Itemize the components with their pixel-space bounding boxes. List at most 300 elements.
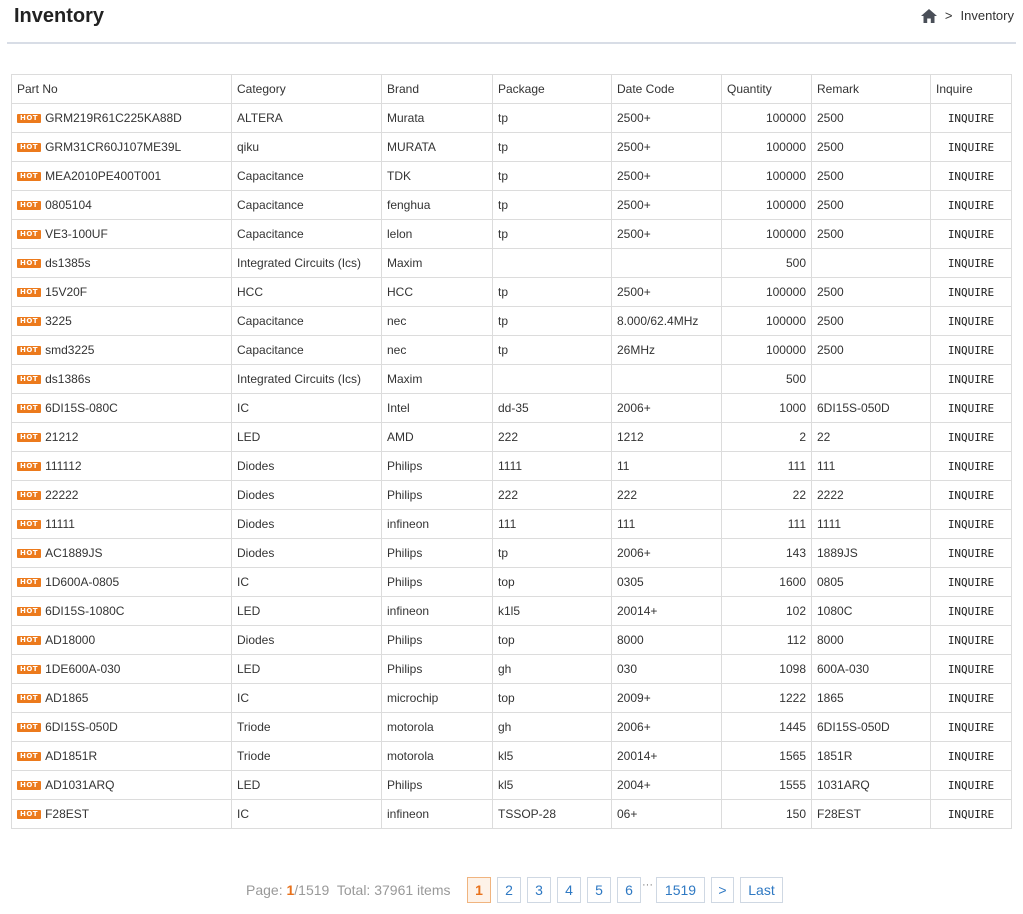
- part-number[interactable]: GRM31CR60J107ME39L: [45, 140, 182, 154]
- cell-part-no: [12, 191, 232, 220]
- cell-package: 1111: [493, 452, 612, 481]
- part-no-wrapper: [17, 343, 226, 357]
- hot-badge: HOT: [17, 230, 41, 239]
- table-row: [12, 249, 1012, 278]
- cell-part-no: [12, 481, 232, 510]
- hot-badge: HOT: [17, 810, 41, 819]
- hot-badge: HOT: [17, 723, 41, 732]
- cell-remark: 1080C: [812, 597, 931, 626]
- table-row: [12, 684, 1012, 713]
- cell-category: Capacitance: [232, 220, 382, 249]
- table-row: [12, 539, 1012, 568]
- part-no-wrapper: [17, 227, 226, 241]
- cell-part-no: [12, 133, 232, 162]
- cell-date-code: 111: [612, 510, 722, 539]
- cell-remark: 6DI15S-050D: [812, 713, 931, 742]
- cell-brand: lelon: [382, 220, 493, 249]
- hot-badge: HOT: [17, 433, 41, 442]
- part-no-wrapper: [17, 314, 226, 328]
- cell-date-code: 20014+: [612, 597, 722, 626]
- cell-brand: nec: [382, 336, 493, 365]
- cell-brand: Philips: [382, 452, 493, 481]
- cell-remark: 1889JS: [812, 539, 931, 568]
- cell-category: Capacitance: [232, 336, 382, 365]
- table-row: [12, 394, 1012, 423]
- cell-package: gh: [493, 713, 612, 742]
- column-header-category: Category: [232, 75, 382, 104]
- cell-category: Integrated Circuits (Ics): [232, 365, 382, 394]
- cell-brand: MURATA: [382, 133, 493, 162]
- table-row: [12, 278, 1012, 307]
- cell-remark: 1031ARQ: [812, 771, 931, 800]
- inquire-button[interactable]: INQUIRE: [931, 249, 1012, 278]
- cell-part-no: [12, 568, 232, 597]
- part-number[interactable]: AD1865: [45, 691, 89, 705]
- inquire-button[interactable]: INQUIRE: [931, 452, 1012, 481]
- cell-category: qiku: [232, 133, 382, 162]
- cell-quantity: 100000: [722, 307, 812, 336]
- cell-quantity: 1445: [722, 713, 812, 742]
- cell-part-no: [12, 336, 232, 365]
- part-number[interactable]: 6DI15S-080C: [45, 401, 118, 415]
- cell-package: TSSOP-28: [493, 800, 612, 829]
- cell-package: top: [493, 626, 612, 655]
- column-header-remark: Remark: [812, 75, 931, 104]
- cell-remark: 2500: [812, 278, 931, 307]
- cell-remark: 1851R: [812, 742, 931, 771]
- table-row: [12, 481, 1012, 510]
- cell-category: LED: [232, 771, 382, 800]
- cell-part-no: [12, 365, 232, 394]
- cell-category: IC: [232, 394, 382, 423]
- cell-package: [493, 365, 612, 394]
- cell-category: Capacitance: [232, 162, 382, 191]
- table-row: [12, 713, 1012, 742]
- cell-brand: Maxim: [382, 365, 493, 394]
- cell-category: LED: [232, 423, 382, 452]
- cell-date-code: 2006+: [612, 394, 722, 423]
- part-no-wrapper: [17, 256, 226, 270]
- table-row: [12, 597, 1012, 626]
- cell-package: 222: [493, 423, 612, 452]
- table-row: [12, 771, 1012, 800]
- cell-date-code: 2004+: [612, 771, 722, 800]
- hot-badge: HOT: [17, 665, 41, 674]
- cell-part-no: [12, 597, 232, 626]
- cell-package: k1l5: [493, 597, 612, 626]
- cell-category: IC: [232, 800, 382, 829]
- column-header-brand: Brand: [382, 75, 493, 104]
- cell-remark: [812, 249, 931, 278]
- inquire-button[interactable]: INQUIRE: [931, 162, 1012, 191]
- cell-quantity: 1222: [722, 684, 812, 713]
- part-no-wrapper: [17, 401, 226, 415]
- hot-badge: HOT: [17, 143, 41, 152]
- inquire-button[interactable]: INQUIRE: [931, 278, 1012, 307]
- cell-quantity: 111: [722, 452, 812, 481]
- breadcrumb: [921, 8, 1014, 23]
- cell-brand: Philips: [382, 655, 493, 684]
- part-no-wrapper: [17, 691, 226, 705]
- table-row: [12, 336, 1012, 365]
- cell-brand: Intel: [382, 394, 493, 423]
- cell-part-no: [12, 771, 232, 800]
- part-number[interactable]: ds1385s: [45, 256, 91, 270]
- pagination-info: [246, 882, 450, 898]
- cell-remark: 6DI15S-050D: [812, 394, 931, 423]
- column-header-part-no: Part No: [12, 75, 232, 104]
- cell-package: kl5: [493, 771, 612, 800]
- cell-package: tp: [493, 191, 612, 220]
- cell-date-code: 2500+: [612, 133, 722, 162]
- hot-badge: HOT: [17, 404, 41, 413]
- hot-badge: HOT: [17, 752, 41, 761]
- header-divider: [7, 42, 1016, 44]
- part-number[interactable]: 15V20F: [45, 285, 88, 299]
- cell-date-code: 26MHz: [612, 336, 722, 365]
- hot-badge: HOT: [17, 172, 41, 181]
- last-page-button[interactable]: Last: [740, 877, 783, 903]
- cell-category: IC: [232, 568, 382, 597]
- cell-remark: F28EST: [812, 800, 931, 829]
- inquire-button[interactable]: INQUIRE: [931, 597, 1012, 626]
- part-no-wrapper: [17, 169, 226, 183]
- inquire-button[interactable]: INQUIRE: [931, 336, 1012, 365]
- cell-date-code: 2500+: [612, 191, 722, 220]
- part-number[interactable]: AD1031ARQ: [45, 778, 115, 792]
- cell-brand: Philips: [382, 481, 493, 510]
- cell-part-no: [12, 278, 232, 307]
- inquire-button[interactable]: INQUIRE: [931, 655, 1012, 684]
- table-row: [12, 655, 1012, 684]
- cell-package: tp: [493, 104, 612, 133]
- part-no-wrapper: [17, 604, 226, 618]
- table-row: [12, 191, 1012, 220]
- cell-brand: Philips: [382, 539, 493, 568]
- cell-brand: fenghua: [382, 191, 493, 220]
- cell-quantity: 111: [722, 510, 812, 539]
- cell-quantity: 100000: [722, 278, 812, 307]
- cell-date-code: 0305: [612, 568, 722, 597]
- cell-date-code: 20014+: [612, 742, 722, 771]
- page-button-4[interactable]: 4: [557, 877, 581, 903]
- inquire-button[interactable]: INQUIRE: [931, 626, 1012, 655]
- part-no-wrapper: [17, 749, 226, 763]
- table-row: [12, 423, 1012, 452]
- inquire-button[interactable]: INQUIRE: [931, 481, 1012, 510]
- cell-part-no: [12, 655, 232, 684]
- cell-part-no: [12, 249, 232, 278]
- cell-date-code: [612, 249, 722, 278]
- part-number[interactable]: ds1386s: [45, 372, 91, 386]
- inventory-table: [11, 74, 1012, 829]
- table-row: [12, 365, 1012, 394]
- part-number[interactable]: 11111: [45, 517, 75, 531]
- inquire-button[interactable]: INQUIRE: [931, 568, 1012, 597]
- column-header-quantity: Quantity: [722, 75, 812, 104]
- breadcrumb-current: Inventory: [960, 8, 1014, 23]
- cell-remark: 0805: [812, 568, 931, 597]
- cell-remark: 2222: [812, 481, 931, 510]
- cell-date-code: 2500+: [612, 220, 722, 249]
- cell-category: Diodes: [232, 626, 382, 655]
- inquire-button[interactable]: INQUIRE: [931, 771, 1012, 800]
- cell-remark: 2500: [812, 191, 931, 220]
- cell-part-no: [12, 713, 232, 742]
- table-row: [12, 510, 1012, 539]
- hot-badge: HOT: [17, 375, 41, 384]
- page-button-3[interactable]: 3: [527, 877, 551, 903]
- inquire-button[interactable]: INQUIRE: [931, 713, 1012, 742]
- cell-part-no: [12, 800, 232, 829]
- cell-package: 111: [493, 510, 612, 539]
- cell-brand: infineon: [382, 510, 493, 539]
- cell-brand: infineon: [382, 597, 493, 626]
- part-no-wrapper: [17, 430, 226, 444]
- cell-category: Triode: [232, 742, 382, 771]
- part-number[interactable]: 1D600A-0805: [45, 575, 120, 589]
- hot-badge: HOT: [17, 694, 41, 703]
- cell-date-code: 8000: [612, 626, 722, 655]
- cell-brand: Philips: [382, 568, 493, 597]
- hot-badge: HOT: [17, 259, 41, 268]
- inquire-button[interactable]: INQUIRE: [931, 394, 1012, 423]
- cell-quantity: 100000: [722, 336, 812, 365]
- cell-quantity: 150: [722, 800, 812, 829]
- cell-date-code: 8.000/62.4MHz: [612, 307, 722, 336]
- cell-package: tp: [493, 307, 612, 336]
- hot-badge: HOT: [17, 201, 41, 210]
- cell-package: tp: [493, 162, 612, 191]
- cell-brand: HCC: [382, 278, 493, 307]
- hot-badge: HOT: [17, 288, 41, 297]
- inquire-button[interactable]: INQUIRE: [931, 307, 1012, 336]
- cell-date-code: 2006+: [612, 539, 722, 568]
- inquire-button[interactable]: INQUIRE: [931, 684, 1012, 713]
- cell-package: tp: [493, 133, 612, 162]
- cell-brand: Philips: [382, 771, 493, 800]
- cell-quantity: 100000: [722, 104, 812, 133]
- cell-quantity: 500: [722, 365, 812, 394]
- cell-date-code: [612, 365, 722, 394]
- inquire-button[interactable]: INQUIRE: [931, 191, 1012, 220]
- cell-quantity: 100000: [722, 133, 812, 162]
- part-number[interactable]: smd3225: [45, 343, 95, 357]
- table-row: [12, 742, 1012, 771]
- table-row: [12, 800, 1012, 829]
- table-row: [12, 104, 1012, 133]
- cell-quantity: 143: [722, 539, 812, 568]
- inquire-button[interactable]: INQUIRE: [931, 365, 1012, 394]
- cell-remark: 600A-030: [812, 655, 931, 684]
- cell-date-code: 2500+: [612, 162, 722, 191]
- part-no-wrapper: [17, 285, 226, 299]
- part-no-wrapper: [17, 546, 226, 560]
- part-number[interactable]: 3225: [45, 314, 72, 328]
- cell-category: LED: [232, 597, 382, 626]
- hot-badge: HOT: [17, 462, 41, 471]
- cell-category: ALTERA: [232, 104, 382, 133]
- cell-remark: 22: [812, 423, 931, 452]
- cell-remark: 2500: [812, 336, 931, 365]
- cell-package: tp: [493, 278, 612, 307]
- cell-package: top: [493, 568, 612, 597]
- cell-package: tp: [493, 336, 612, 365]
- cell-category: HCC: [232, 278, 382, 307]
- part-number[interactable]: F28EST: [45, 807, 90, 821]
- cell-part-no: [12, 742, 232, 771]
- cell-part-no: [12, 510, 232, 539]
- cell-quantity: 1565: [722, 742, 812, 771]
- part-number[interactable]: AD18000: [45, 633, 96, 647]
- cell-brand: motorola: [382, 742, 493, 771]
- hot-badge: HOT: [17, 346, 41, 355]
- cell-quantity: 1600: [722, 568, 812, 597]
- cell-brand: AMD: [382, 423, 493, 452]
- cell-package: top: [493, 684, 612, 713]
- inquire-button[interactable]: INQUIRE: [931, 104, 1012, 133]
- cell-part-no: [12, 162, 232, 191]
- cell-quantity: 1000: [722, 394, 812, 423]
- part-number[interactable]: 6DI15S-050D: [45, 720, 118, 734]
- cell-category: Diodes: [232, 539, 382, 568]
- part-no-wrapper: [17, 372, 226, 386]
- cell-category: Diodes: [232, 510, 382, 539]
- home-icon[interactable]: [921, 9, 937, 23]
- hot-badge: HOT: [17, 578, 41, 587]
- cell-package: dd-35: [493, 394, 612, 423]
- table-row: [12, 626, 1012, 655]
- part-no-wrapper: [17, 488, 226, 502]
- part-no-wrapper: [17, 778, 226, 792]
- hot-badge: HOT: [17, 520, 41, 529]
- cell-category: Diodes: [232, 481, 382, 510]
- page-button-last-number[interactable]: 1519: [656, 877, 705, 903]
- cell-part-no: [12, 104, 232, 133]
- hot-badge: HOT: [17, 607, 41, 616]
- cell-category: Capacitance: [232, 191, 382, 220]
- cell-part-no: [12, 626, 232, 655]
- cell-remark: 8000: [812, 626, 931, 655]
- part-number[interactable]: GRM219R61C225KA88D: [45, 111, 182, 125]
- part-number[interactable]: 22222: [45, 488, 79, 502]
- table-row: [12, 307, 1012, 336]
- cell-package: gh: [493, 655, 612, 684]
- cell-remark: 2500: [812, 307, 931, 336]
- cell-quantity: 100000: [722, 191, 812, 220]
- cell-brand: Maxim: [382, 249, 493, 278]
- page-button-6[interactable]: 6: [617, 877, 641, 903]
- pagination-ellipsis: ···: [642, 879, 653, 891]
- inquire-button[interactable]: INQUIRE: [931, 539, 1012, 568]
- cell-part-no: [12, 307, 232, 336]
- part-number[interactable]: 6DI15S-1080C: [45, 604, 125, 618]
- hot-badge: HOT: [17, 636, 41, 645]
- cell-package: 222: [493, 481, 612, 510]
- total-items: Total: 37961 items: [329, 882, 451, 898]
- part-no-wrapper: [17, 720, 226, 734]
- cell-package: tp: [493, 539, 612, 568]
- cell-remark: 111: [812, 452, 931, 481]
- inquire-button[interactable]: INQUIRE: [931, 800, 1012, 829]
- page-label: Page:: [246, 882, 287, 898]
- cell-remark: 2500: [812, 104, 931, 133]
- part-number[interactable]: AC1889JS: [45, 546, 103, 560]
- cell-category: IC: [232, 684, 382, 713]
- part-no-wrapper: [17, 459, 226, 473]
- cell-category: LED: [232, 655, 382, 684]
- table-row: [12, 220, 1012, 249]
- cell-remark: [812, 365, 931, 394]
- part-number[interactable]: 0805104: [45, 198, 92, 212]
- cell-quantity: 1555: [722, 771, 812, 800]
- table-header-row: [12, 75, 1012, 104]
- inquire-button[interactable]: INQUIRE: [931, 742, 1012, 771]
- part-no-wrapper: [17, 662, 226, 676]
- cell-part-no: [12, 220, 232, 249]
- cell-brand: microchip: [382, 684, 493, 713]
- cell-quantity: 2: [722, 423, 812, 452]
- column-header-package: Package: [493, 75, 612, 104]
- table-row: [12, 162, 1012, 191]
- part-number[interactable]: 21212: [45, 430, 79, 444]
- cell-date-code: 2500+: [612, 278, 722, 307]
- cell-part-no: [12, 452, 232, 481]
- cell-date-code: 2009+: [612, 684, 722, 713]
- cell-remark: 2500: [812, 162, 931, 191]
- inquire-button[interactable]: INQUIRE: [931, 423, 1012, 452]
- part-number[interactable]: 1DE600A-030: [45, 662, 121, 676]
- part-no-wrapper: [17, 633, 226, 647]
- part-no-wrapper: [17, 140, 226, 154]
- cell-quantity: 22: [722, 481, 812, 510]
- part-number[interactable]: VE3-100UF: [45, 227, 108, 241]
- column-header-inquire: Inquire: [931, 75, 1012, 104]
- cell-date-code: 06+: [612, 800, 722, 829]
- part-no-wrapper: [17, 807, 226, 821]
- hot-badge: HOT: [17, 781, 41, 790]
- cell-quantity: 102: [722, 597, 812, 626]
- cell-brand: nec: [382, 307, 493, 336]
- cell-category: Triode: [232, 713, 382, 742]
- cell-brand: infineon: [382, 800, 493, 829]
- cell-part-no: [12, 394, 232, 423]
- page-button-1[interactable]: 1: [467, 877, 491, 903]
- current-page: 1: [286, 882, 295, 898]
- part-number[interactable]: AD1851R: [45, 749, 98, 763]
- cell-brand: motorola: [382, 713, 493, 742]
- cell-remark: 1865: [812, 684, 931, 713]
- next-page-button[interactable]: >: [711, 877, 734, 903]
- page-header: [0, 0, 1023, 44]
- cell-date-code: 2500+: [612, 104, 722, 133]
- cell-category: Diodes: [232, 452, 382, 481]
- page-title: Inventory: [14, 5, 105, 27]
- inquire-button[interactable]: INQUIRE: [931, 510, 1012, 539]
- page-button-2[interactable]: 2: [497, 877, 521, 903]
- inquire-button[interactable]: INQUIRE: [931, 133, 1012, 162]
- cell-part-no: [12, 423, 232, 452]
- part-number[interactable]: MEA2010PE400T001: [45, 169, 162, 183]
- page-button-5[interactable]: 5: [587, 877, 611, 903]
- cell-category: Integrated Circuits (Ics): [232, 249, 382, 278]
- inquire-button[interactable]: INQUIRE: [931, 220, 1012, 249]
- table-body: [12, 104, 1012, 829]
- cell-part-no: [12, 539, 232, 568]
- cell-quantity: 112: [722, 626, 812, 655]
- cell-brand: Murata: [382, 104, 493, 133]
- part-number[interactable]: 111112: [45, 459, 82, 473]
